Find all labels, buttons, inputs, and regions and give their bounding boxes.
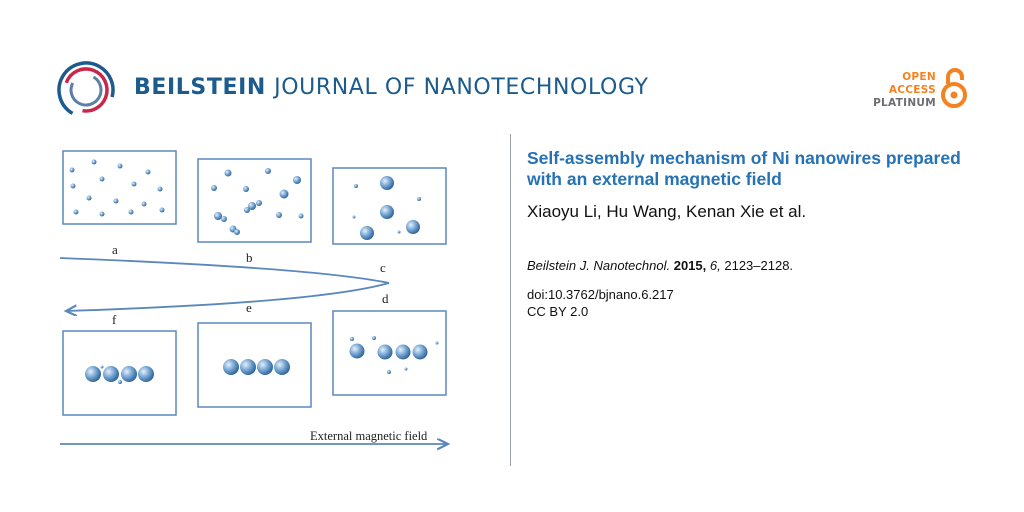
panel-a-particles [70, 160, 165, 217]
article-citation [527, 257, 793, 275]
panel-label-b: b [246, 250, 253, 265]
vertical-divider [510, 134, 511, 466]
panel-b-frame [198, 159, 311, 242]
open-access-line-3: PLATINUM [873, 97, 936, 109]
panel-e-particles [223, 359, 290, 375]
panel-label-a: a [112, 242, 118, 257]
citation-year: 2015, [673, 258, 707, 273]
panel-b-particles [211, 168, 304, 235]
citation-journal: Beilstein J. Nanotechnol. [527, 258, 671, 273]
panel-label-f: f [112, 312, 117, 327]
article-doi[interactable]: doi:10.3762/bjnano.6.217 [527, 287, 674, 302]
open-lock-icon [939, 66, 969, 110]
open-access-line-2: ACCESS [888, 84, 936, 96]
magnetic-field-label: External magnetic field [310, 429, 428, 443]
panel-label-e: e [246, 300, 252, 315]
article-license[interactable]: CC BY 2.0 [527, 304, 589, 319]
journal-title [134, 72, 649, 104]
process-curve-arrow [60, 258, 389, 311]
panel-c-particles [353, 176, 422, 240]
journal-title-bold: BEILSTEIN [134, 75, 266, 100]
citation-volume: 6, [709, 258, 721, 273]
open-access-badge [860, 71, 936, 110]
open-access-line-1: OPEN [902, 71, 936, 83]
panel-label-d: d [382, 291, 389, 306]
panel-f-frame [63, 331, 176, 415]
beilstein-logo-icon [56, 58, 120, 122]
panel-f-particles [85, 366, 154, 385]
article-authors: Xiaoyu Li, Hu Wang, Kenan Xie et al. [527, 202, 807, 221]
graphical-abstract-figure [56, 146, 456, 452]
article-title[interactable]: Self-assembly mechanism of Ni nanowires prepared with an external magnetic field [527, 148, 961, 189]
citation-pages: 2123–2128. [724, 258, 794, 273]
panel-label-c: c [380, 260, 386, 275]
panel-d-particles [350, 336, 439, 374]
journal-title-rest: JOURNAL OF NANOTECHNOLOGY [274, 75, 649, 100]
